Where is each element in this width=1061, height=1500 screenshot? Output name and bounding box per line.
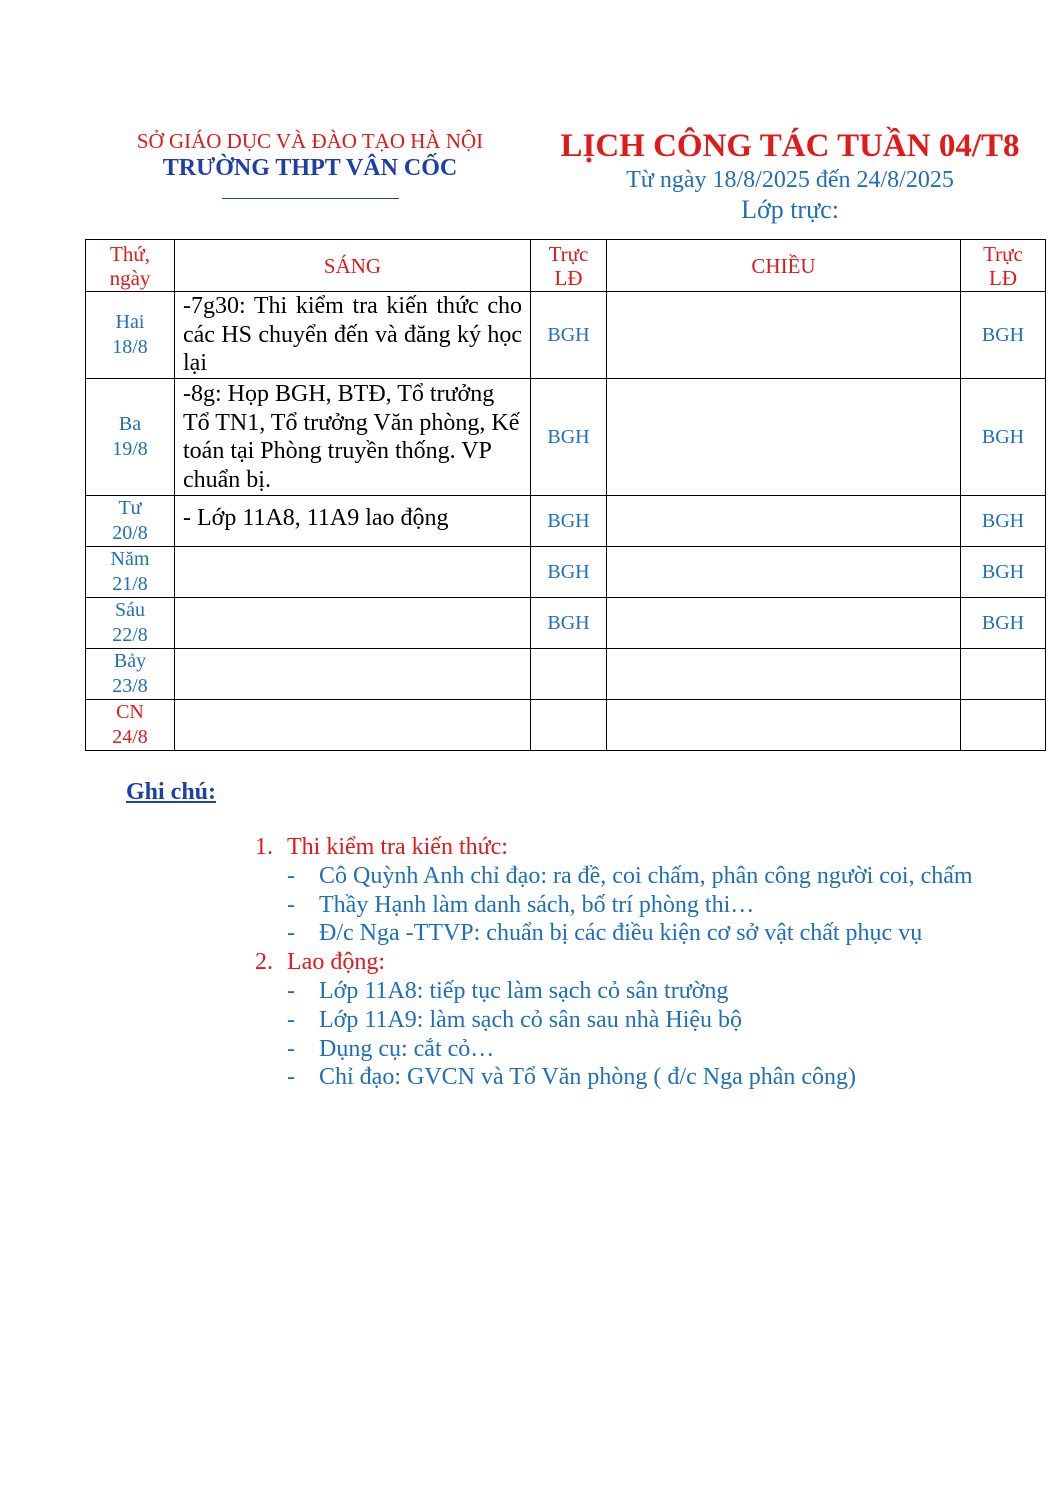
duty-am-cell: BGH <box>531 292 607 379</box>
table-row <box>86 649 1046 700</box>
note-item-text: Thầy Hạnh làm danh sách, bố trí phòng thi… <box>319 891 755 918</box>
table-row <box>86 598 1046 649</box>
note-item <box>287 1035 995 1064</box>
afternoon-cell <box>607 649 961 700</box>
duty-am-cell: BGH <box>531 496 607 547</box>
duty-pm-cell: BGH <box>961 598 1046 649</box>
duty-am-cell <box>531 649 607 700</box>
note-item <box>287 891 995 920</box>
note-heading-text: Thi kiểm tra kiến thức: <box>287 834 508 860</box>
afternoon-cell <box>607 547 961 598</box>
morning-cell: -7g30: Thi kiểm tra kiến thức cho các HS chuyển đến và đăng ký học lại <box>175 292 531 379</box>
morning-cell <box>175 649 531 700</box>
day-cell: Ba 19/8 <box>86 379 175 496</box>
afternoon-cell <box>607 292 961 379</box>
day-cell: Năm 21/8 <box>86 547 175 598</box>
note-item <box>287 977 995 1006</box>
afternoon-cell <box>607 379 961 496</box>
duty-pm-cell: BGH <box>961 496 1046 547</box>
morning-cell <box>175 547 531 598</box>
day-cell: Tư 20/8 <box>86 496 175 547</box>
duty-pm-cell: BGH <box>961 292 1046 379</box>
dash-bullet: - <box>287 1035 295 1062</box>
note-item <box>287 1006 995 1035</box>
note-item-text: Lớp 11A9: làm sạch cỏ sân sau nhà Hiệu bộ <box>319 1006 743 1033</box>
dash-bullet: - <box>287 1006 295 1033</box>
day-cell: Bảy 23/8 <box>86 649 175 700</box>
table-row <box>86 292 1046 379</box>
afternoon-cell <box>607 496 961 547</box>
header-left <box>100 128 520 199</box>
header-duty-pm: Trực LĐ <box>961 240 1046 292</box>
header-right <box>540 126 1040 226</box>
page-title: LỊCH CÔNG TÁC TUẦN 04/T8 <box>560 128 1020 164</box>
morning-cell: -8g: Họp BGH, BTĐ, Tổ trưởng Tổ TN1, Tổ trưởng Văn phòng, Kế toán tại Phòng truyền thống. VP chuẩn bị. <box>175 379 531 496</box>
note-item <box>287 862 995 891</box>
duty-pm-cell <box>961 700 1046 751</box>
header-day: Thứ, ngày <box>86 240 175 292</box>
dash-bullet: - <box>287 891 295 918</box>
day-cell: CN 24/8 <box>86 700 175 751</box>
header-afternoon: CHIỀU <box>607 240 961 292</box>
morning-cell: - Lớp 11A8, 11A9 lao động <box>175 496 531 547</box>
notes-list <box>255 833 995 1092</box>
table-header-row <box>86 240 1046 292</box>
dash-bullet: - <box>287 920 295 947</box>
duty-pm-cell: BGH <box>961 379 1046 496</box>
schedule-table <box>85 239 1046 751</box>
date-range: Từ ngày 18/8/2025 đến 24/8/2025 <box>626 167 954 193</box>
day-cell: Sáu 22/8 <box>86 598 175 649</box>
day-cell: Hai 18/8 <box>86 292 175 379</box>
dash-bullet: - <box>287 977 295 1004</box>
note-item-text: Dụng cụ: cắt cỏ… <box>319 1035 495 1062</box>
department-name: SỞ GIÁO DỤC VÀ ĐÀO TẠO HÀ NỘI <box>136 129 484 153</box>
duty-pm-cell <box>961 649 1046 700</box>
duty-am-cell <box>531 700 607 751</box>
note-section-heading <box>255 948 995 977</box>
table-row <box>86 496 1046 547</box>
afternoon-cell <box>607 700 961 751</box>
duty-am-cell: BGH <box>531 547 607 598</box>
note-heading-text: Lao động: <box>287 949 385 976</box>
morning-cell <box>175 598 531 649</box>
duty-class: Lớp trực: <box>741 195 839 224</box>
note-item-text: Cô Quỳnh Anh chỉ đạo: ra đề, coi chấm, phân công người coi, chấm <box>319 862 973 889</box>
notes-title: Ghi chú: <box>126 779 217 805</box>
dash-bullet: - <box>287 1064 295 1091</box>
note-number: 1. <box>255 834 273 860</box>
school-name: TRƯỜNG THPT VÂN CỐC <box>162 155 458 181</box>
header-duty-am: Trực LĐ <box>531 240 607 292</box>
note-item-text: Đ/c Nga -TTVP: chuẩn bị các điều kiện cơ sở vật chất phục vụ <box>319 920 923 947</box>
duty-pm-cell: BGH <box>961 547 1046 598</box>
dash-bullet: - <box>287 862 295 889</box>
header-divider <box>222 198 399 199</box>
duty-am-cell: BGH <box>531 598 607 649</box>
note-item-text: Chỉ đạo: GVCN và Tổ Văn phòng ( đ/c Nga phân công) <box>319 1064 857 1091</box>
note-number: 2. <box>255 949 273 976</box>
morning-cell <box>175 700 531 751</box>
note-item <box>287 1063 995 1092</box>
afternoon-cell <box>607 598 961 649</box>
note-section-heading <box>255 833 995 862</box>
table-row <box>86 700 1046 751</box>
note-item <box>287 919 995 948</box>
table-row <box>86 379 1046 496</box>
duty-am-cell: BGH <box>531 379 607 496</box>
table-row <box>86 547 1046 598</box>
header-morning: SÁNG <box>175 240 531 292</box>
note-item-text: Lớp 11A8: tiếp tục làm sạch cỏ sân trường <box>319 977 729 1004</box>
